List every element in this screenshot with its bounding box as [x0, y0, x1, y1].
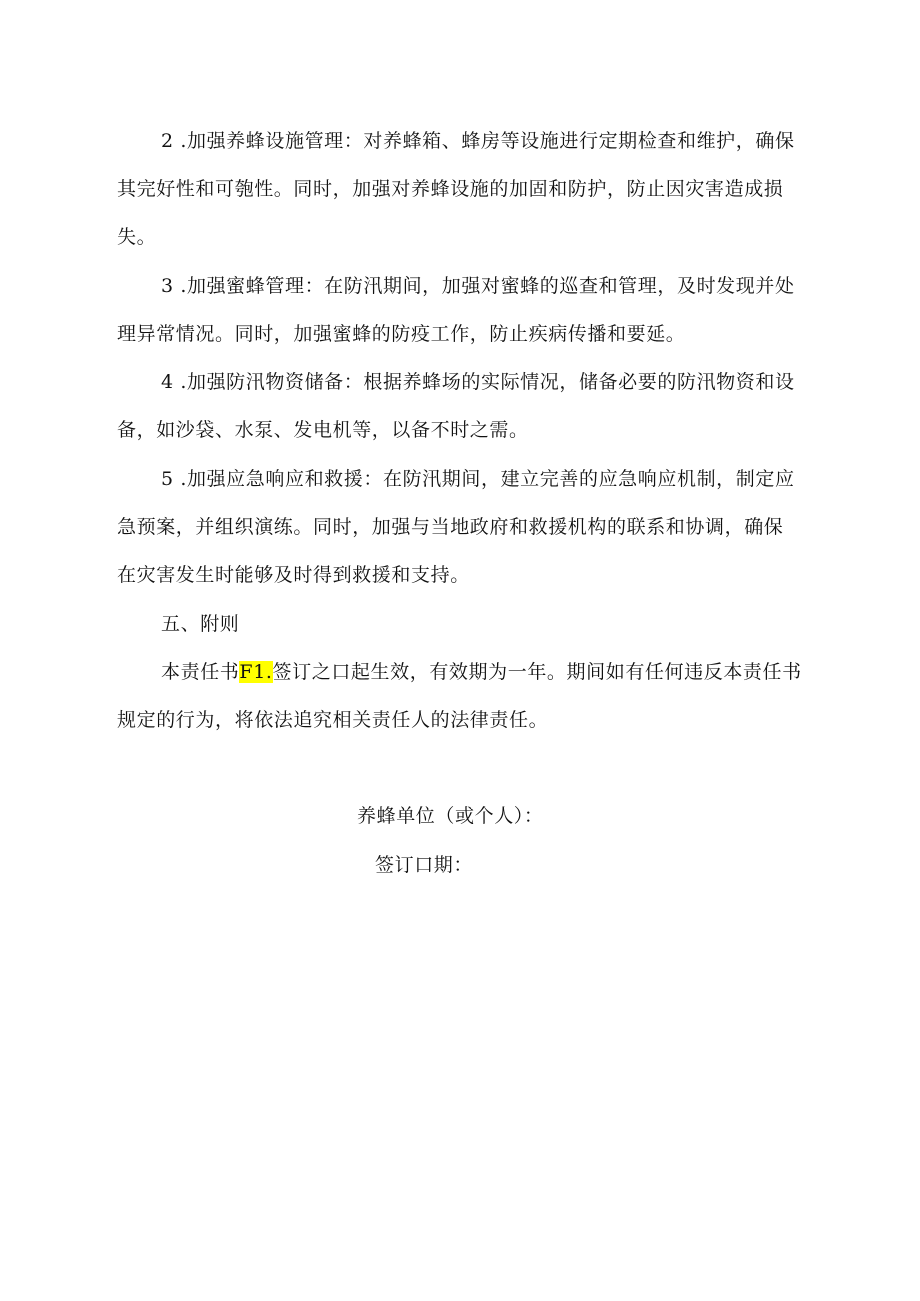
paragraph-number: 5: [161, 468, 174, 490]
highlighted-text: F1.: [239, 661, 273, 683]
paragraph-item-3: [117, 262, 802, 358]
final-paragraph-after: 签订之口起生效，有效期为一年。期间如有任何违反本责任书规定的行为，将依法追究相关责任人的法律责任。: [117, 661, 802, 731]
paragraph-text: .加强防汛物资储备：根据养蜂场的实际情况，储备必要的防汛物资和设备，如沙袋、水泵、发电机等，以备不时之需。: [117, 371, 795, 441]
paragraph-number: 4: [161, 371, 174, 393]
section-heading: [117, 600, 802, 648]
paragraph-item-2: [117, 117, 802, 261]
paragraph-text: .加强应急响应和救援：在防汛期间，建立完善的应急响应机制，制定应急预案，并组织演练。同时，加强与当地政府和救援机构的联系和协调，确保在灾害发生时能够及时得到救援和支持。: [117, 468, 795, 586]
paragraph-text: .加强养蜂设施管理：对养蜂箱、蜂房等设施进行定期检查和维护，确保其完好性和可匏性。同时，加强对养蜂设施的加固和防护，防止因灾害造成损失。: [117, 130, 795, 248]
paragraph-number: 2: [161, 130, 174, 152]
final-paragraph: [117, 648, 802, 744]
paragraph-text: .加强蜜蜂管理：在防汛期间，加强对蜜蜂的巡查和管理，及时发现并处理异常情况。同时，加强蜜蜂的防疫工作，防止疾病传播和要延。: [117, 275, 795, 345]
paragraph-item-5: [117, 455, 802, 599]
final-paragraph-before: 本责任书: [161, 661, 240, 683]
section-heading-text: 五、附则: [161, 613, 240, 635]
paragraph-number: 3: [161, 275, 174, 297]
paragraph-item-4: [117, 358, 802, 454]
signature-date-label: 签订口期：: [375, 854, 474, 876]
signature-unit-label: 养蜂单位（或个人）：: [357, 805, 544, 827]
